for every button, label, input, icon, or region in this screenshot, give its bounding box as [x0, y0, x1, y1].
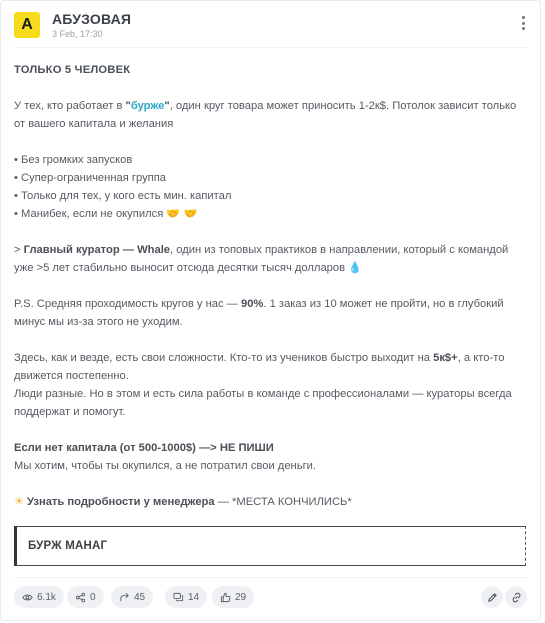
- copy-link-button[interactable]: [505, 586, 527, 608]
- reactions-count: 29: [235, 591, 247, 603]
- paragraph-ps: P.S. Средняя проходимость кругов у нас — 90%. 1 заказ из 10 может не пройти, но в глубокий минус мы из-за этого не уходим.: [14, 298, 504, 328]
- reposts-count: 45: [134, 591, 146, 603]
- more-vertical-icon[interactable]: [517, 13, 529, 33]
- comments-count: 14: [188, 591, 200, 603]
- reactions-counter[interactable]: [212, 586, 254, 608]
- edit-button[interactable]: [481, 586, 503, 608]
- comments-counter[interactable]: [165, 586, 207, 608]
- footer-divider: [14, 577, 527, 578]
- eye-icon: [22, 592, 33, 603]
- post-date: 3 Feb, 17:30: [52, 29, 103, 39]
- paragraph-capital: Если нет капитала (от 500-1000$) —> НЕ ПИШИ: [14, 442, 274, 454]
- paragraph-difficulties: Здесь, как и везде, есть свои сложности. Кто-то из учеников быстро выходит на 5к$+, а кто-то движется постепенно.: [14, 352, 505, 382]
- channel-avatar[interactable]: A: [14, 12, 40, 38]
- header-divider: [14, 47, 527, 48]
- paragraph-people: Люди разные. Но в этом и есть сила работы в команде с профессионалами — кураторы всегда поддержат и помогут.: [14, 388, 512, 418]
- share-nodes-icon: [75, 592, 86, 603]
- shares-counter[interactable]: [67, 586, 104, 608]
- paragraph-cta: ☀ Узнать подробности у менеджера — *МЕСТА КОНЧИЛИСЬ*: [14, 495, 352, 508]
- comments-icon: [173, 592, 184, 603]
- post-content: [14, 61, 529, 511]
- views-counter[interactable]: [14, 586, 64, 608]
- paragraph-curator: > Главный куратор — Whale, один из топовых практиков в направлении, который с командой уже >5 лет стабильно выносит отсюда десятки тысяч долларов 💧: [14, 244, 509, 274]
- list-item: • Без громких запусков: [14, 154, 133, 166]
- repost-arrow-icon: [119, 592, 130, 603]
- link-icon: [511, 592, 522, 603]
- list-item: • Супер-ограниченная группа: [14, 172, 167, 184]
- paragraph-capital-note: Мы хотим, чтобы ты окупился, а не потратил свои деньги.: [14, 460, 317, 472]
- paragraph-intro: У тех, кто работает в "бурже", один круг товара может приносить 1-2к$. Потолок зависит только от вашего капитала и желания: [14, 100, 517, 130]
- accent-link[interactable]: бурже: [130, 100, 165, 112]
- reposts-counter[interactable]: [111, 586, 153, 608]
- post-title: ТОЛЬКО 5 ЧЕЛОВЕК: [14, 64, 131, 76]
- manager-button[interactable]: [14, 526, 526, 566]
- list-item: • Манибек, если не окупился 🤝 🤝: [14, 207, 198, 220]
- post-footer: [14, 586, 529, 610]
- drop-emoji-icon: 💧: [348, 261, 362, 274]
- handshake-emoji-icon: 🤝 🤝: [166, 207, 198, 220]
- manager-button-label: БУРЖ МАНАГ: [28, 540, 108, 552]
- sun-emoji-icon: ☀: [14, 495, 24, 508]
- post-header: [14, 11, 529, 41]
- channel-name[interactable]: АБУЗОВАЯ: [52, 11, 132, 27]
- pencil-icon: [487, 592, 498, 603]
- thumbs-up-icon: [220, 592, 231, 603]
- list-item: • Только для тех, у кого есть мин. капитал: [14, 190, 232, 202]
- views-count: 6.1k: [37, 591, 56, 603]
- shares-count: 0: [90, 591, 96, 603]
